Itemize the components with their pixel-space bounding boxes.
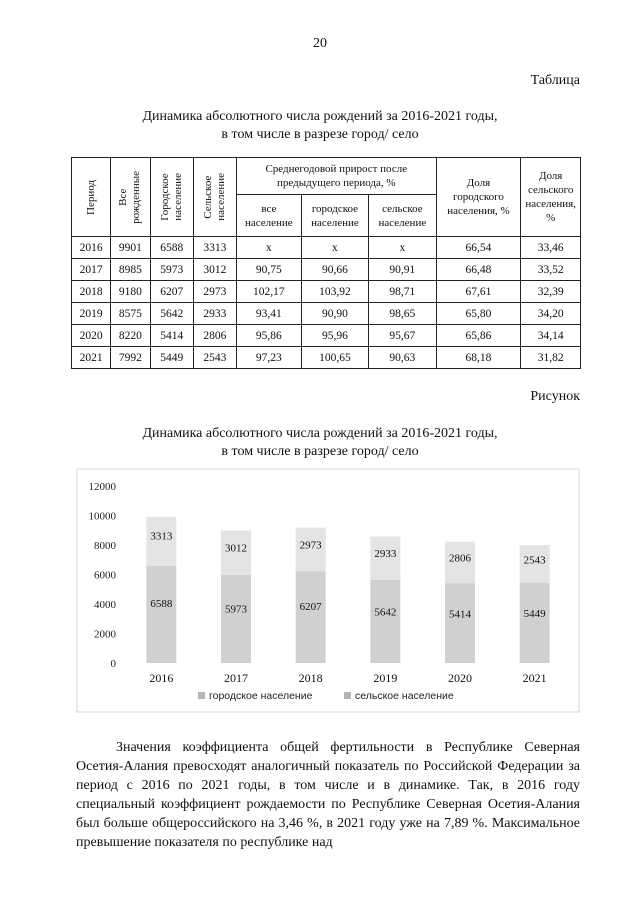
- data-label: 2973: [299, 539, 322, 552]
- data-label: 5973: [225, 603, 247, 616]
- body-paragraph: Значения коэффициента общей фертильности в Республике Северная Осетия-Алания превосходят аналогичный показатель по Российской Федерации за период с 2016 по 2021 годы, в том числе и в динамике. Так, в 2016 году специальный коэффициент рождаемости по Республике Северная Осетия-Алания был больше общероссийского на 3,46 %, в 2021 году уже на 7,89 %. Максимальное превышение показателя по республике над: [76, 740, 580, 850]
- y-tick-label: 4000: [94, 599, 116, 611]
- table-cell: 5449: [150, 347, 193, 369]
- y-tick-label: 12000: [88, 481, 116, 493]
- table-cell: 2543: [193, 347, 236, 369]
- table-cell: 100,65: [301, 347, 368, 369]
- page-number: 20: [313, 36, 327, 51]
- data-label: 6207: [299, 601, 322, 614]
- table-cell: 65,80: [436, 303, 521, 325]
- chart-title: [0, 425, 640, 461]
- header-share-urban: Доля городского населения, %: [436, 158, 521, 237]
- table-cell: 2019: [72, 303, 111, 325]
- table-cell: x: [369, 237, 436, 259]
- births-chart: [76, 468, 580, 713]
- x-tick-label: 2018: [298, 671, 323, 685]
- table-cell: 90,66: [301, 259, 368, 281]
- bar-urban: [221, 575, 251, 663]
- chart-title-line2: в том числе в разрезе город/ село: [221, 444, 419, 459]
- table-cell: 90,63: [369, 347, 436, 369]
- table-cell: 9180: [111, 281, 150, 303]
- bar-urban: [146, 566, 176, 663]
- table-cell: 31,82: [521, 347, 581, 369]
- legend-label: городское население: [209, 690, 313, 702]
- y-tick-label: 2000: [94, 628, 116, 641]
- y-tick-label: 8000: [94, 540, 116, 552]
- header-growth-urban: городское население: [301, 195, 368, 237]
- table-cell: x: [236, 237, 301, 259]
- table-row: [72, 281, 581, 303]
- header-growth-all: все население: [236, 195, 301, 237]
- header-growth-rural: сельское население: [369, 195, 436, 237]
- table-cell: 97,23: [236, 347, 301, 369]
- legend-label: сельское население: [355, 690, 454, 702]
- table-cell: 90,90: [301, 303, 368, 325]
- y-tick-label: 0: [110, 658, 116, 670]
- legend-swatch-rural: [344, 692, 351, 699]
- bar-urban: [370, 580, 400, 663]
- table-cell: 7992: [111, 347, 150, 369]
- table-cell: 6588: [150, 237, 193, 259]
- data-label: 2806: [449, 552, 471, 565]
- births-chart-svg: [76, 468, 580, 713]
- table-row: [72, 325, 581, 347]
- table-cell: 6207: [150, 281, 193, 303]
- x-tick-label: 2019: [373, 671, 398, 685]
- table-cell: 2806: [193, 325, 236, 347]
- table-title-line2: в том числе в разрезе город/ село: [221, 127, 419, 142]
- table-title: [0, 108, 640, 144]
- table-label: Таблица: [530, 73, 580, 88]
- x-tick-label: 2020: [448, 671, 472, 685]
- table-cell: 8575: [111, 303, 150, 325]
- data-label: 3313: [150, 530, 173, 543]
- table-cell: 93,41: [236, 303, 301, 325]
- table-cell: 98,65: [369, 303, 436, 325]
- data-label: 5449: [523, 608, 546, 621]
- table-cell: 2933: [193, 303, 236, 325]
- table-cell: 90,75: [236, 259, 301, 281]
- x-tick-label: 2017: [224, 671, 248, 685]
- table-cell: 3313: [193, 237, 236, 259]
- table-row: [72, 259, 581, 281]
- table-cell: 102,17: [236, 281, 301, 303]
- x-tick-label: 2021: [522, 671, 547, 685]
- header-urban: Городское население: [150, 158, 193, 237]
- figure-label: Рисунок: [530, 389, 580, 404]
- table-cell: 33,52: [521, 259, 581, 281]
- table-cell: 66,54: [436, 237, 521, 259]
- legend-swatch-urban: [198, 692, 205, 699]
- table-title-line1: Динамика абсолютного числа рождений за 2016-2021 годы,: [142, 109, 498, 124]
- table-cell: 95,86: [236, 325, 301, 347]
- table-cell: 95,67: [369, 325, 436, 347]
- table-cell: 67,61: [436, 281, 521, 303]
- table-cell: 5642: [150, 303, 193, 325]
- table-row: [72, 237, 581, 259]
- table-cell: 2020: [72, 325, 111, 347]
- table-cell: 2016: [72, 237, 111, 259]
- table-cell: 8985: [111, 259, 150, 281]
- table-cell: 2973: [193, 281, 236, 303]
- header-share-rural: Доля сельского населения, %: [521, 158, 581, 237]
- table-cell: 5973: [150, 259, 193, 281]
- table-cell: 32,39: [521, 281, 581, 303]
- data-label: 2933: [374, 547, 397, 560]
- data-label: 5414: [449, 608, 471, 621]
- table-cell: 65,86: [436, 325, 521, 347]
- table-cell: 2017: [72, 259, 111, 281]
- header-period: Период: [72, 158, 111, 237]
- chart-title-line1: Динамика абсолютного числа рождений за 2016-2021 годы,: [142, 426, 498, 441]
- data-label: 3012: [225, 542, 247, 555]
- table-cell: 103,92: [301, 281, 368, 303]
- table-cell: 3012: [193, 259, 236, 281]
- header-rural: Сельское население: [193, 158, 236, 237]
- data-label: 6588: [150, 597, 173, 610]
- table-cell: 33,46: [521, 237, 581, 259]
- bar-urban: [296, 571, 326, 663]
- table-cell: 8220: [111, 325, 150, 347]
- table-cell: 66,48: [436, 259, 521, 281]
- table-row: [72, 303, 581, 325]
- table-cell: 2021: [72, 347, 111, 369]
- table-cell: 34,14: [521, 325, 581, 347]
- table-cell: 34,20: [521, 303, 581, 325]
- y-tick-label: 10000: [88, 510, 116, 523]
- y-tick-label: 6000: [94, 569, 116, 582]
- table-cell: 98,71: [369, 281, 436, 303]
- data-label: 5642: [374, 606, 397, 619]
- header-growth-group: Среднегодовой прирост после предыдущего периода, %: [236, 158, 436, 195]
- table-row: [72, 347, 581, 369]
- table-cell: x: [301, 237, 368, 259]
- data-label: 2543: [523, 554, 546, 567]
- bar-urban: [520, 583, 550, 663]
- table-cell: 90,91: [369, 259, 436, 281]
- x-tick-label: 2016: [149, 671, 174, 685]
- births-table: [71, 157, 581, 369]
- bar-urban: [445, 583, 475, 663]
- table-cell: 2018: [72, 281, 111, 303]
- header-all-births: Все рожденные: [111, 158, 150, 237]
- table-cell: 95,96: [301, 325, 368, 347]
- table-cell: 68,18: [436, 347, 521, 369]
- table-cell: 5414: [150, 325, 193, 347]
- table-cell: 9901: [111, 237, 150, 259]
